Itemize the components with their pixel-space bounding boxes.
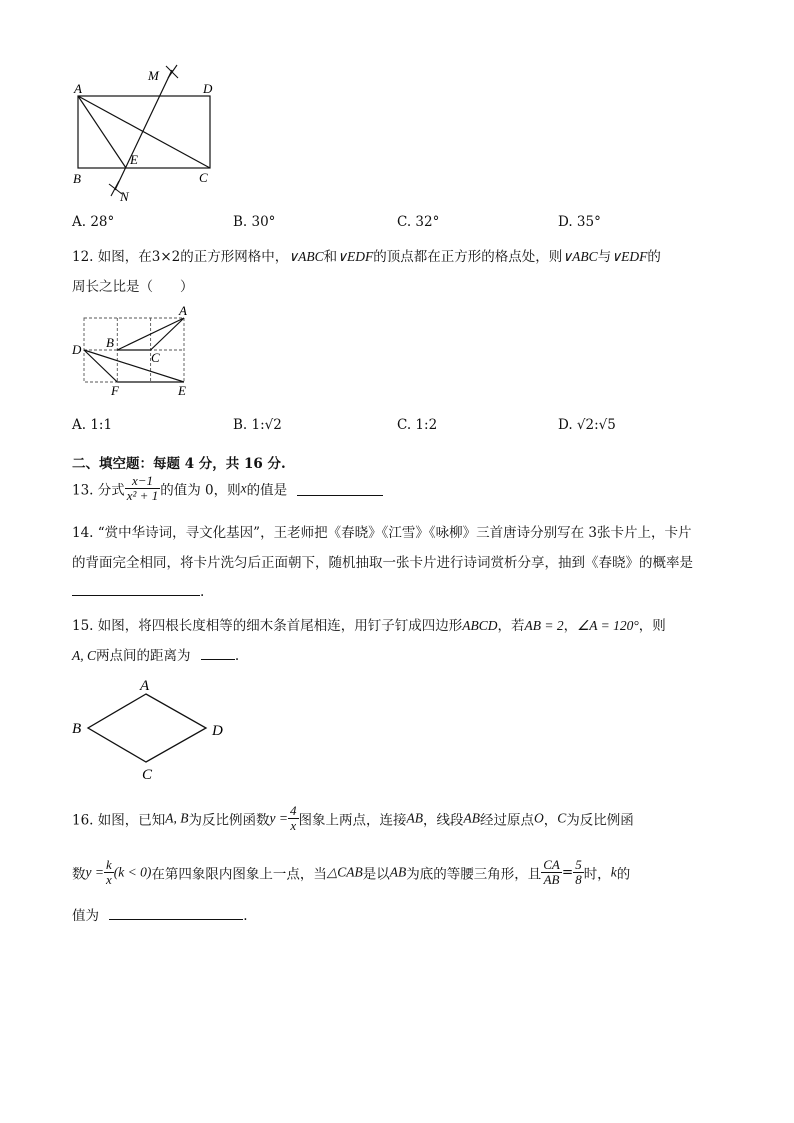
q15-answer-blank[interactable] bbox=[201, 645, 235, 660]
q12-line2: 周长之比是（ ） bbox=[72, 279, 194, 295]
q14-line2: 的背面完全相同，将卡片洗匀后正面朝下，随机抽取一张卡片进行诗词赏析分享，抽到《春晓》的概率是 bbox=[72, 555, 693, 571]
section-2-heading: 二、填空题：每题 4 分，共 16 分. bbox=[72, 456, 286, 472]
label-n: N bbox=[120, 189, 129, 204]
q12-label-b: B bbox=[106, 335, 114, 350]
diagonal-ac bbox=[78, 96, 210, 168]
q13-line: 13. 分式 $\frac{x-1}{\text{x² + 1}}$ 的值为 0，则x的值是 bbox=[72, 474, 383, 503]
q12-label-a: A bbox=[179, 303, 187, 318]
q16-fraction-ca-over-ab: $\frac{CA}{AB}$ bbox=[543, 857, 560, 887]
q16-answer-blank[interactable] bbox=[109, 905, 243, 920]
q11-figure bbox=[66, 60, 226, 205]
q15-label-c: C bbox=[142, 767, 153, 783]
q16-fraction-5-over-8: $\frac{5}{8}$ bbox=[575, 857, 582, 887]
label-c: C bbox=[199, 170, 208, 185]
q11-option-d: D. 35° bbox=[558, 214, 601, 230]
q16-line1: 16. 如图，已知A, B为反比例函数y = $\frac{4}{x}$ 图象上两点，连接AB，线段AB经过原点O，C为反比例函 bbox=[72, 803, 634, 833]
seg-de bbox=[84, 350, 184, 382]
q16-fraction-k-over-x: $\frac{k}{x}$ bbox=[105, 857, 112, 887]
q11-option-a: A. 28° bbox=[72, 214, 115, 230]
q14-line1: 14. “赏中华诗词，寻文化基因”，王老师把《春晓》《江雪》《咏柳》三首唐诗分别写在 3张卡片上，卡片 bbox=[72, 525, 692, 541]
q15-label-b: B bbox=[72, 721, 82, 737]
q16-line3: 值为 . bbox=[72, 904, 248, 924]
q16-line2: 数y = $\frac{k}{x}$ (k < 0)在第四象限内图象上一点，当△CAB是以AB为底的等腰三角形，且 $\frac{CA}{AB}$ = $\frac{5}{8}$ 时，k的 bbox=[72, 857, 631, 887]
label-e: E bbox=[130, 152, 138, 167]
q15-line2: A, C两点间的距离为 . bbox=[72, 644, 239, 664]
q14-answer-blank[interactable] bbox=[72, 581, 200, 596]
q12-option-c: C. 1:2 bbox=[397, 417, 438, 433]
q12-label-e: E bbox=[178, 383, 186, 398]
q12-label-c: C bbox=[151, 350, 160, 365]
q11-option-b: B. 30° bbox=[233, 214, 276, 230]
q11-option-c: C. 32° bbox=[397, 214, 440, 230]
label-m: M bbox=[148, 68, 159, 83]
q16-fraction-4-over-x: $\frac{4}{x}$ bbox=[290, 803, 297, 833]
q14-line3: . bbox=[72, 581, 204, 600]
q15-label-a: A bbox=[140, 678, 150, 694]
line-mn bbox=[115, 70, 172, 190]
q12-option-b: B. 1:√2 bbox=[233, 417, 282, 433]
q13-fraction: $\frac{x-1}{\text{x² + 1}}$ bbox=[126, 473, 159, 503]
label-b: B bbox=[73, 171, 81, 186]
label-a: A bbox=[74, 81, 82, 96]
q12-option-a: A. 1:1 bbox=[72, 417, 113, 433]
q12-label-f: F bbox=[111, 383, 119, 398]
segment-ae bbox=[78, 96, 126, 168]
label-d: D bbox=[203, 81, 213, 96]
q15-figure bbox=[66, 672, 236, 788]
q13-answer-blank[interactable] bbox=[297, 481, 383, 496]
q12-option-d: D. √2:√5 bbox=[558, 417, 616, 433]
q12-label-d: D bbox=[72, 342, 82, 357]
q15-label-d: D bbox=[212, 723, 223, 739]
q15-line1: 15. 如图，将四根长度相等的细木条首尾相连，用钉子钉成四边形ABCD，若AB = 2，∠A = 120°，则 bbox=[72, 618, 666, 634]
rhombus-abcd bbox=[88, 694, 206, 762]
seg-ca bbox=[151, 318, 184, 350]
q12-figure bbox=[68, 302, 198, 402]
q12-line1: 12. 如图，在3×2的正方形网格中，∨ABC和∨EDF的顶点都在正方形的格点处，则∨ABC与∨EDF的 bbox=[72, 249, 661, 265]
